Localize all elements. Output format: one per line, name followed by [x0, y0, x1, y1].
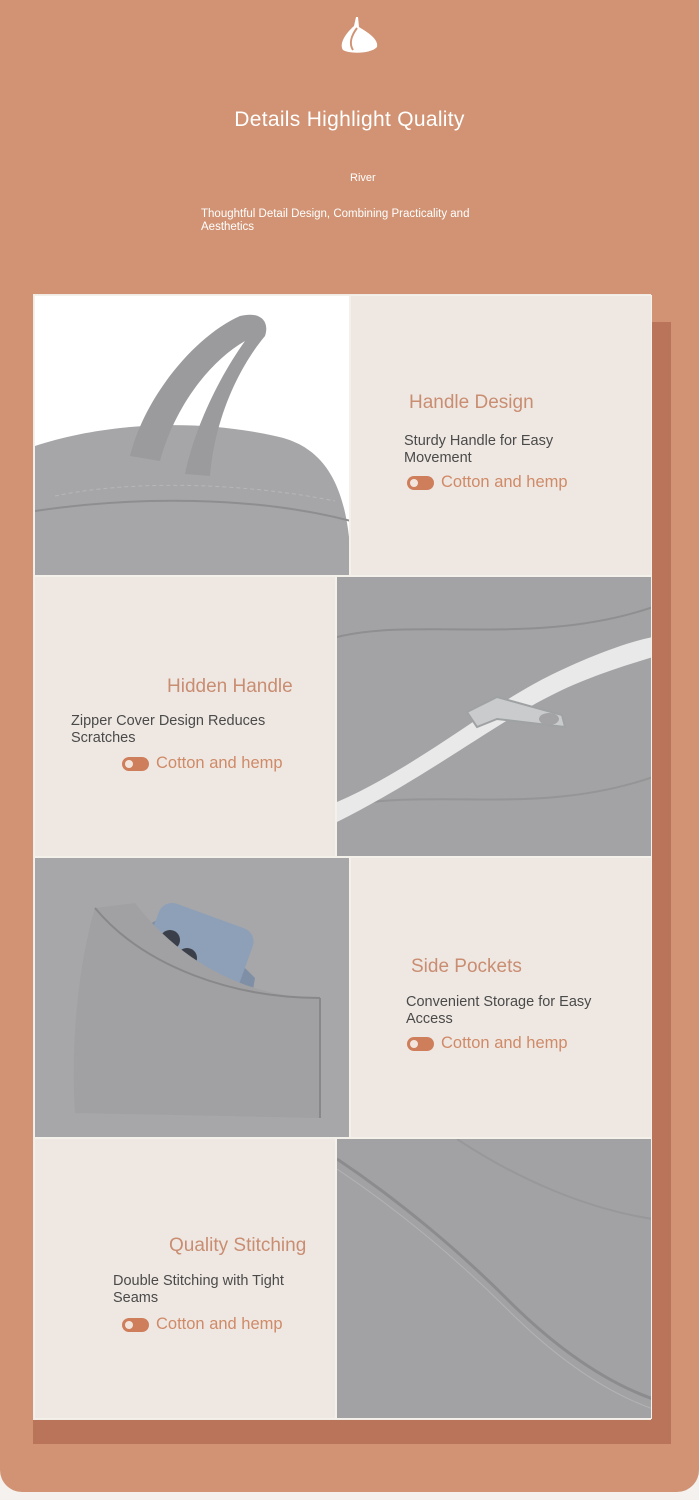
toggle-icon	[407, 1037, 434, 1051]
material-label: Cotton and hemp	[156, 1315, 283, 1333]
feature-description: Sturdy Handle for Easy Movement	[404, 433, 554, 466]
feature-description: Zipper Cover Design Reduces Scratches	[71, 713, 266, 746]
feature-row-handle-design	[34, 295, 652, 576]
brand-name: River	[350, 172, 376, 184]
fabric-handle-image	[34, 295, 350, 576]
toggle-icon	[122, 1318, 149, 1332]
page-title: Details Highlight Quality	[234, 108, 465, 131]
feature-panel	[350, 295, 652, 576]
pocket-with-phone-image	[34, 857, 350, 1138]
feature-row-hidden-handle	[34, 576, 652, 857]
page-subtitle: Thoughtful Detail Design, Combining Practicality and Aesthetics	[201, 208, 470, 233]
material-tag	[122, 1315, 283, 1334]
bag-drop-logo-icon	[337, 14, 379, 54]
feature-row-quality-stitching	[34, 1138, 652, 1419]
material-tag	[407, 1034, 568, 1053]
material-label: Cotton and hemp	[441, 473, 568, 491]
material-tag	[407, 473, 568, 492]
material-label: Cotton and hemp	[441, 1034, 568, 1052]
toggle-icon	[122, 757, 149, 771]
zipper-closeup-image	[336, 576, 652, 857]
feature-panel	[350, 857, 652, 1138]
material-label: Cotton and hemp	[156, 754, 283, 772]
feature-row-side-pockets	[34, 857, 652, 1138]
feature-description: Double Stitching with Tight Seams	[113, 1273, 284, 1306]
feature-panel	[34, 576, 336, 857]
feature-title: Hidden Handle	[167, 676, 293, 697]
feature-title: Side Pockets	[411, 956, 522, 977]
stitched-seam-image	[336, 1138, 652, 1419]
feature-description: Convenient Storage for Easy Access	[406, 994, 592, 1027]
toggle-icon	[407, 476, 434, 490]
material-tag	[122, 754, 283, 773]
feature-grid	[33, 294, 651, 1420]
feature-title: Handle Design	[409, 392, 534, 413]
feature-panel	[34, 1138, 336, 1419]
feature-title: Quality Stitching	[169, 1235, 307, 1256]
